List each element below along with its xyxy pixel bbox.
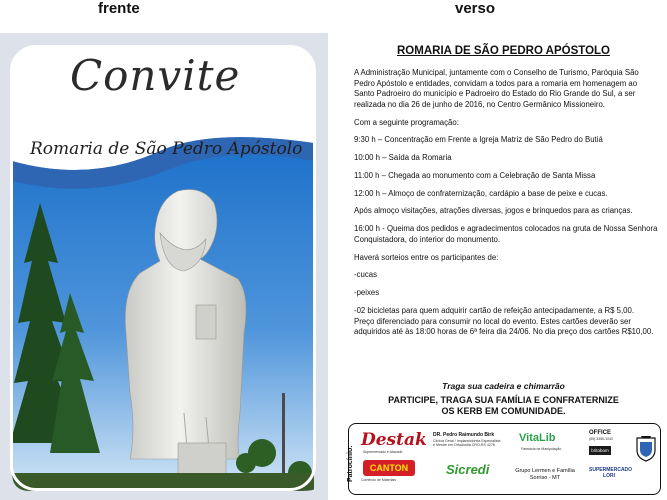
sponsor-destak-tagline: Supermercado e Atacado — [363, 450, 403, 454]
sponsor-canton-logo: CANTON — [363, 460, 415, 476]
sponsor-supermercado-logo: SUPERMERCADO LORI — [589, 467, 633, 479]
invitation-front — [0, 33, 328, 500]
invitation-subtitle: Romaria de São Pedro Apóstolo — [30, 139, 303, 159]
sponsors-box — [348, 423, 661, 495]
raffle-bikes: -02 bicicletas para quem adquirir cartão de refeição antecipadamente, a R$ 5,00. — [354, 305, 634, 315]
sponsor-brito-logo: britobom — [589, 446, 611, 455]
back-body — [354, 68, 659, 345]
participe-line: PARTICIPE, TRAGA SUA FAMÍLIA E CONFRATERNIZE — [388, 395, 619, 405]
sponsor-office-logo: OFFICE — [589, 430, 611, 436]
sponsor-doctor-name: DR. Pedro Raimundo Birk — [433, 432, 495, 438]
sponsors-label: Patrocínio: — [347, 445, 354, 482]
coat-of-arms-icon — [635, 434, 657, 462]
program-item: 10:00 h – Saída da Romaria — [354, 153, 452, 163]
raffle-item: -cucas — [354, 270, 377, 280]
back-side-label: verso — [455, 0, 496, 17]
front-side-label: frente — [98, 0, 140, 17]
sponsor-doctor-details: Clínica Geral / Implantodontia Especialista e Mestre em Ortodontia CRO-RS 4276 — [433, 439, 501, 448]
price-note: Preço diferenciado para consumir no local do evento. Estes cartões deverão ser adquiridos até às 18:00 horas de 6ª feira dia 24/06. No dia preço dos cartões R$10,00. — [354, 316, 654, 337]
sponsor-vitalib-tagline: Farmácia de Manipulação — [521, 447, 562, 451]
sponsor-lermen: Grupo Lermen e Família Sorriso - MT — [515, 468, 575, 481]
sponsor-sicredi-logo: Sicredi — [446, 462, 490, 477]
invitation-back — [340, 33, 667, 500]
participe-message — [340, 395, 667, 417]
sponsor-vitalib-logo: VitaLib — [519, 432, 556, 444]
program-item: 12:00 h – Almoço de confraternização, cardápio a base de peixe e cucas. — [354, 188, 608, 198]
raffle-heading: Haverá sorteios entre os participantes de: — [354, 252, 499, 262]
tagline: Traga sua cadeira e chimarrão — [442, 381, 565, 391]
program-item: 16:00 h - Queima dos pedidos e agradecimentos colocados na gruta de Nossa Senhora Conquistadora, do interior do monumento. — [354, 224, 658, 244]
program-item: 9:30 h – Concentração em Frente a Igreja Matriz de São Pedro do Butiá — [354, 135, 603, 145]
participe-line: OS KERB EM COMUNIDADE. — [441, 406, 566, 416]
program-item: Após almoço visitações, atrações diversas, jogos e brinquedos para as crianças. — [354, 206, 633, 216]
back-title: ROMARIA DE SÃO PEDRO APÓSTOLO — [397, 45, 610, 57]
sponsor-office-phone: (55) 3355-1040 — [589, 437, 613, 441]
intro-paragraph: A Administração Municipal, juntamente com o Conselho de Turismo, Paróquia São Pedro Apóstolo e entidades, convidam a todos para a romaria em homenagem ao Santo Padroeiro do município e Padroeiro do Estado do Rio Grande do Sul, a ser realizada no dia 26 de junho de 2016, no Centro Germânico Missioneiro. — [354, 68, 639, 109]
sponsor-canton-tagline: Comércio de Materiais — [361, 478, 397, 482]
raffle-item: -peixes — [354, 288, 380, 298]
program-item: 11:00 h – Chegada ao monumento com a Celebração de Santa Missa — [354, 170, 596, 180]
sponsor-destak-logo: Destak — [361, 430, 427, 450]
front-frame — [10, 45, 316, 491]
program-heading: Com a seguinte programação: — [354, 117, 459, 127]
invitation-title: Convite — [70, 51, 241, 100]
